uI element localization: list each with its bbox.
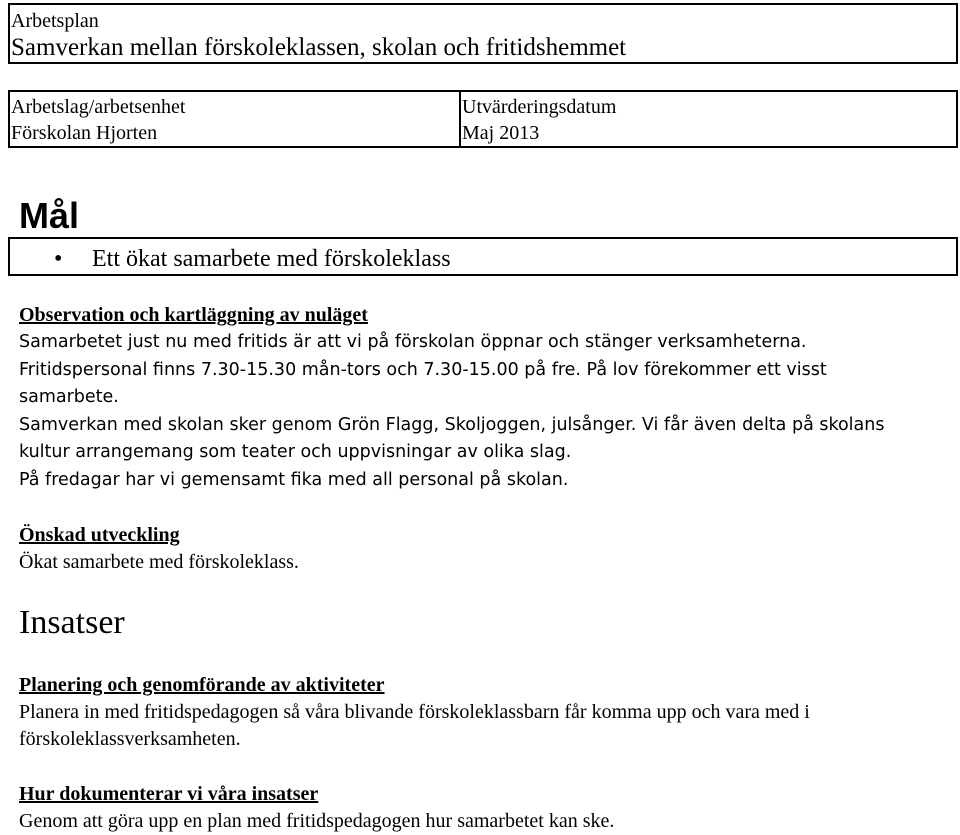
observation-body [19, 329, 959, 495]
evaluation-label: Utvärderingsdatum [462, 96, 617, 118]
observation-line: Samverkan med skolan sker genom Grön Flagg, Skoljoggen, julsånger. Vi får även delta på skolans [19, 414, 885, 435]
evaluation-value: Maj 2013 [462, 122, 540, 144]
planning-section [19, 672, 959, 753]
bullet-icon: • [54, 246, 63, 272]
observation-line: kultur arrangemang som teater och uppvisningar av olika slag. [19, 442, 572, 463]
evaluation-box [459, 90, 958, 148]
planning-title: Planering och genomförande av aktiviteter [19, 674, 385, 696]
actions-heading: Insatser [19, 604, 125, 641]
observation-title: Observation och kartläggning av nuläget [19, 304, 368, 326]
goal-box [8, 237, 958, 276]
plan-label: Arbetsplan [11, 10, 99, 32]
development-section [19, 522, 959, 576]
unit-label: Arbetslag/arbetsenhet [11, 96, 186, 118]
observation-line: Fritidspersonal finns 7.30-15.30 mån-tors och 7.30-15.00 på fre. På lov förekommer ett visst [19, 359, 827, 380]
observation-line: På fredagar har vi gemensamt fika med all personal på skolan. [19, 469, 569, 490]
planning-line: förskoleklassverksamheten. [19, 728, 241, 750]
documentation-title: Hur dokumenterar vi våra insatser [19, 783, 319, 805]
observation-line: Samarbetet just nu med fritids är att vi på förskolan öppnar och stänger verksamheterna. [19, 332, 807, 352]
goal-text: Ett ökat samarbete med förskoleklass [92, 246, 451, 272]
development-title: Önskad utveckling [19, 524, 180, 546]
unit-value: Förskolan Hjorten [11, 122, 158, 144]
goal-heading: Mål [19, 195, 80, 236]
planning-body [19, 699, 959, 753]
unit-box [8, 90, 461, 148]
plan-header-box [8, 3, 958, 64]
planning-line: Planera in med fritidspedagogen så våra blivande förskoleklassbarn får komma upp och vara med i [19, 701, 810, 723]
observation-line: samarbete. [19, 387, 119, 408]
documentation-text: Genom att göra upp en plan med fritidspedagogen hur samarbetet kan ske. [19, 810, 615, 832]
documentation-section [19, 781, 959, 835]
development-text: Ökat samarbete med förskoleklass. [19, 551, 299, 573]
plan-title: Samverkan mellan förskoleklassen, skolan och fritidshemmet [11, 34, 627, 61]
observation-section [19, 302, 959, 495]
goal-list-item [54, 245, 451, 273]
